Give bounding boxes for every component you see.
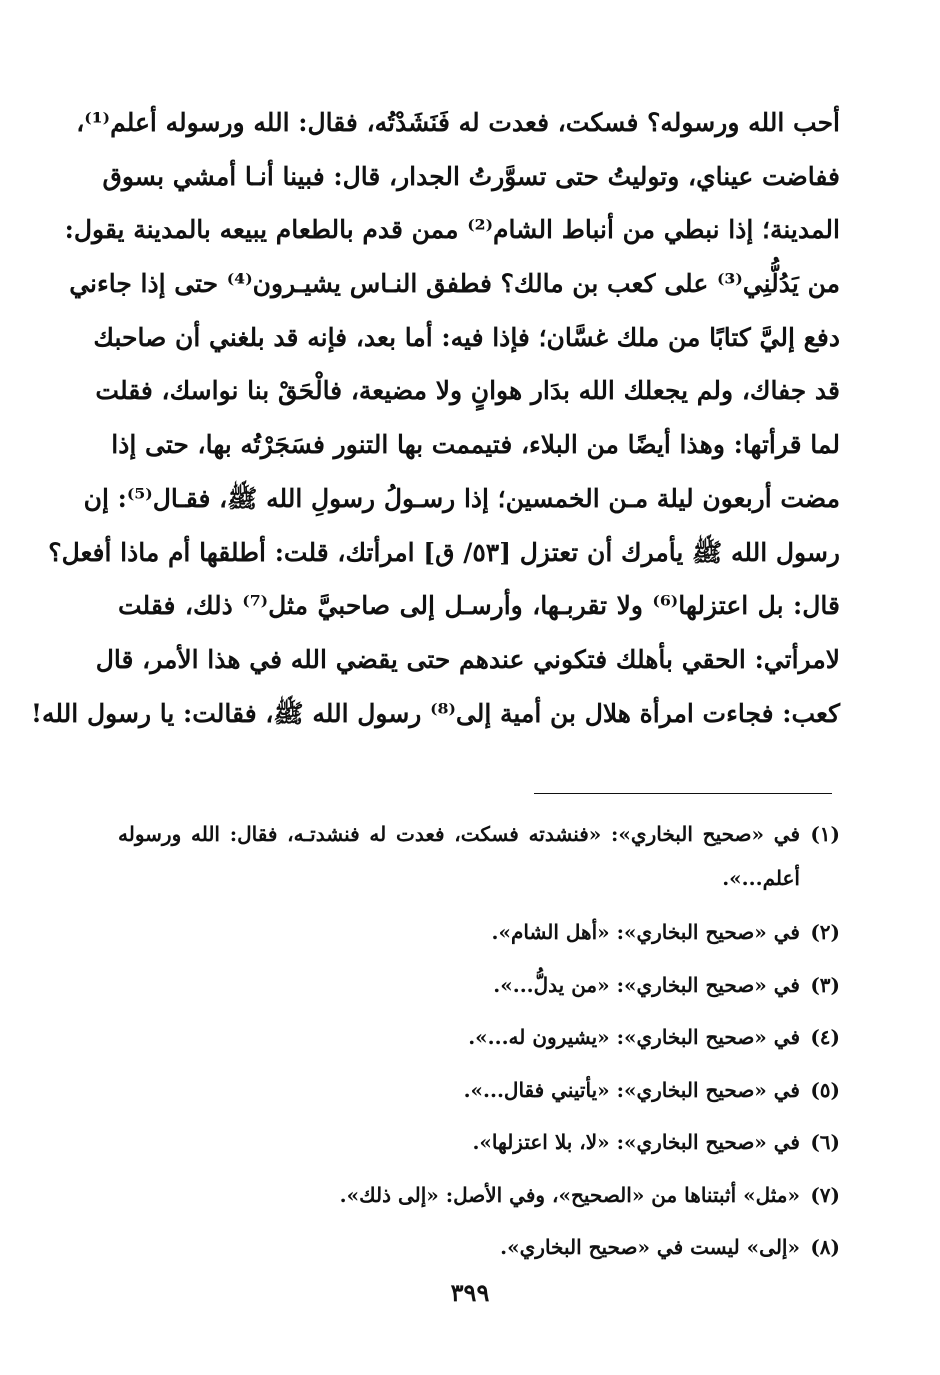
main-text-line: المدينة؛ إذا نبطي من أنباط الشام⁽²⁾ ممن قدم بالطعام يبيعه بالمدينة يقول: [64,215,840,245]
main-text-line: كعب: فجاءت امرأة هلال بن أمية إلى⁽⁸⁾ رسول الله ﷺ، فقالت: يا رسول الله! [31,698,840,728]
footnote-item [118,1068,840,1112]
footnotes-block [118,812,840,1278]
footnote-item [118,1015,840,1059]
footnote-item [118,812,840,900]
footnote-item [118,963,840,1007]
footnote-line: في «صحيح البخاري»: «لا، بلا اعتزلها». [472,1130,800,1154]
footnote-text [118,812,800,900]
footnote-number: (٥) [810,1077,840,1102]
footnote-number: (٦) [810,1130,840,1154]
footnote-line: في «صحيح البخاري»: «فنشدته فسكت، فعدت له فنشدتـه، فقال: الله ورسوله [118,822,801,846]
main-text-line: مضت أربعون ليلة مـن الخمسين؛ إذا رسـولُ رسولِ الله ﷺ، فقـال⁽⁵⁾: إن [83,483,840,513]
footnote-item [118,910,840,954]
footnote-number: (٣) [810,972,840,997]
main-text-line: قال: بل اعتزلها⁽⁶⁾ ولا تقربـها، وأرسـل إلى صاحبيَّ مثل⁽⁷⁾ ذلك، فقلت [118,591,840,621]
footnote-line: في «صحيح البخاري»: «من يدلُّ...». [493,972,800,997]
footnote-text [118,963,800,1007]
footnote-line: «مثل» أثبتناها من «الصحيح»، وفي الأصل: «إلى ذلك». [339,1182,800,1207]
footnote-number: (٨) [810,1235,840,1259]
main-text-line: أحب الله ورسوله؟ فسكت، فعدت له فَنَشَدْتُه، فقال: الله ورسوله أعلم⁽¹⁾، [76,108,840,137]
footnote-line: «إلى» ليست في «صحيح البخاري». [500,1235,800,1259]
footnote-text [118,910,800,954]
main-text-line: قد جفاك، ولم يجعلك الله بدَار هوانٍ ولا مضيعة، فالْحَقْ بنا نواسك، فقلت [95,376,840,406]
main-text-line: ففاضت عيناي، وتوليتُ حتى تسوَّرتُ الجدار، قال: فبينا أنـا أمشي بسوق [102,161,840,191]
footnote-line: في «صحيح البخاري»: «يأتيني فقال...». [463,1077,800,1102]
footnote-number: (٧) [810,1182,840,1207]
footnote-text [118,1173,800,1217]
footnote-item [118,1120,840,1164]
footnote-number: (٤) [810,1025,840,1049]
footnote-line: في «صحيح البخاري»: «يشيرون له...». [468,1025,800,1049]
main-text-line: لما قرأتها: وهذا أيضًا من البلاء، فتيممت بها التنور فسَجَرْتُه بها، حتى إذا [111,430,840,460]
main-text-line: لامرأتي: الحقي بأهلك فتكوني عندهم حتى يقضي الله في هذا الأمر، قال [95,644,840,674]
footnote-number: (١) [810,822,840,846]
footnote-text [118,1015,800,1059]
main-text-block [31,96,840,740]
main-text-line: من يَدُلُّنِي⁽³⁾ على كعب بن مالك؟ فطفق النـاس يشيـرون⁽⁴⁾ حتى إذا جاءني [69,269,840,299]
footnote-text [118,1120,800,1164]
main-text-line: رسول الله ﷺ يأمرك أن تعتزل [٥٣/ ق] امرأتك، قلت: أطلقها أم ماذا أفعل؟ [48,537,840,567]
footnote-text [118,1068,800,1112]
footnote-item [118,1173,840,1217]
footnote-text [118,1225,800,1269]
footnote-number: (٢) [810,920,840,944]
footnote-line: في «صحيح البخاري»: «أهل الشام». [491,920,800,944]
footnote-line: أعلم...». [722,866,800,890]
footnote-separator [534,793,832,794]
main-text-line: دفع إليَّ كتابًا من ملك غسَّان؛ فإذا فيه: أما بعد، فإنه قد بلغني أن صاحبك [93,322,840,352]
page-number: ٣٩٩ [450,1278,490,1307]
footnote-item [118,1225,840,1269]
